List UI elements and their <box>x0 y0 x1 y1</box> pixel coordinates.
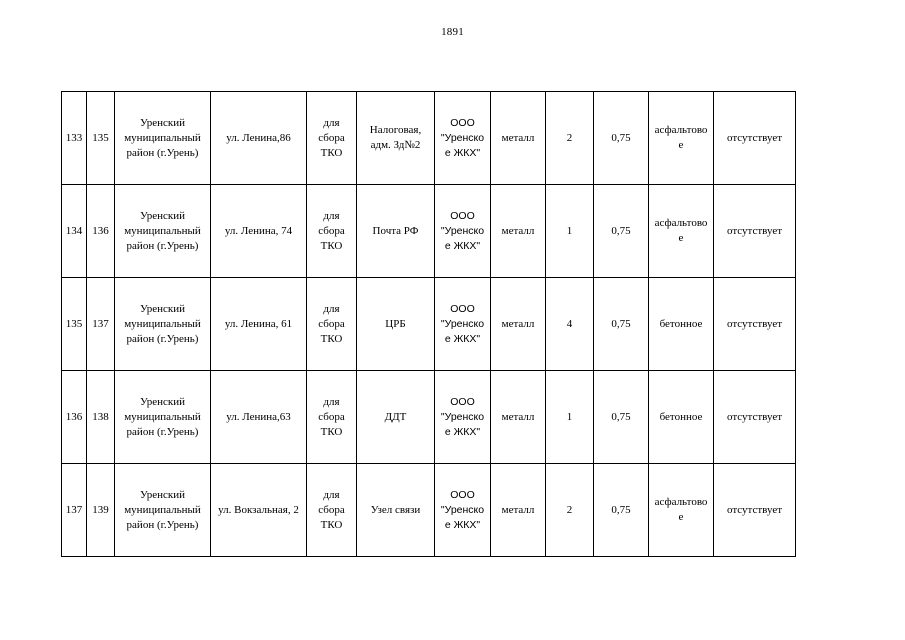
surface-cell-text: асфальтово e <box>654 496 708 523</box>
material-cell-text: металл <box>501 503 535 516</box>
waste-source-cell <box>357 371 435 464</box>
container-count-cell <box>546 464 594 557</box>
row-number-cell-text: 133 <box>65 131 83 144</box>
waste-source-cell-text: Налоговая, адм. Зд№2 <box>369 124 422 151</box>
district-cell <box>115 371 211 464</box>
purpose-cell-text: для сбора ТКО <box>318 116 345 159</box>
container-count-cell <box>546 278 594 371</box>
surface-cell <box>649 92 714 185</box>
owner-cell-text: ООО "Уренско e ЖКХ" <box>440 488 485 531</box>
container-volume-cell-text: 0,75 <box>611 410 631 423</box>
surface-cell <box>649 464 714 557</box>
container-count-cell <box>546 371 594 464</box>
address-cell <box>211 92 307 185</box>
material-cell-text: металл <box>501 317 535 330</box>
owner-cell <box>435 92 491 185</box>
purpose-cell-text: для сбора ТКО <box>318 488 345 531</box>
site-id-cell <box>87 185 115 278</box>
fence-cell-text: отсутствует <box>726 410 783 423</box>
row-number-cell <box>62 278 87 371</box>
container-count-cell-text: 2 <box>566 503 573 516</box>
address-cell-text: ул. Вокзальная, 2 <box>218 503 299 516</box>
purpose-cell <box>307 464 357 557</box>
fence-cell <box>714 464 796 557</box>
surface-cell <box>649 371 714 464</box>
waste-source-cell <box>357 92 435 185</box>
table-body <box>62 92 796 557</box>
waste-sites-table <box>61 91 796 557</box>
owner-cell <box>435 464 491 557</box>
table-row <box>62 371 796 464</box>
row-number-cell-text: 135 <box>65 317 83 330</box>
owner-cell <box>435 278 491 371</box>
address-cell-text: ул. Ленина, 74 <box>224 224 293 237</box>
waste-source-cell-text: Почта РФ <box>372 224 419 237</box>
owner-cell <box>435 371 491 464</box>
address-cell <box>211 371 307 464</box>
fence-cell <box>714 185 796 278</box>
row-number-cell-text: 137 <box>65 503 83 516</box>
site-id-cell <box>87 278 115 371</box>
address-cell-text: ул. Ленина,86 <box>226 131 291 144</box>
surface-cell-text: бетонное <box>659 317 703 330</box>
owner-cell-text: ООО "Уренско e ЖКХ" <box>440 302 485 345</box>
fence-cell-text: отсутствует <box>726 317 783 330</box>
owner-cell <box>435 185 491 278</box>
address-cell <box>211 464 307 557</box>
purpose-cell-text: для сбора ТКО <box>318 395 345 438</box>
container-volume-cell <box>594 371 649 464</box>
container-count-cell-text: 4 <box>566 317 573 330</box>
container-volume-cell <box>594 185 649 278</box>
address-cell-text: ул. Ленина, 61 <box>224 317 293 330</box>
table-row <box>62 278 796 371</box>
container-count-cell-text: 1 <box>566 410 573 423</box>
waste-source-cell <box>357 278 435 371</box>
surface-cell <box>649 185 714 278</box>
material-cell-text: металл <box>501 224 535 237</box>
waste-source-cell-text: ЦРБ <box>385 317 406 330</box>
fence-cell <box>714 371 796 464</box>
site-id-cell <box>87 92 115 185</box>
site-id-cell-text: 139 <box>92 503 109 516</box>
site-id-cell-text: 137 <box>92 317 109 330</box>
address-cell <box>211 278 307 371</box>
container-volume-cell-text: 0,75 <box>611 317 631 330</box>
district-cell <box>115 92 211 185</box>
fence-cell-text: отсутствует <box>726 503 783 516</box>
page-number: 1891 <box>441 26 464 38</box>
district-cell <box>115 185 211 278</box>
row-number-cell-text: 134 <box>65 224 83 237</box>
surface-cell <box>649 278 714 371</box>
row-number-cell <box>62 371 87 464</box>
waste-source-cell <box>357 464 435 557</box>
surface-cell-text: бетонное <box>659 410 703 423</box>
row-number-cell <box>62 92 87 185</box>
row-number-cell-text: 136 <box>65 410 83 423</box>
table-row <box>62 464 796 557</box>
district-cell-text: Уренский муниципальный район (г.Урень) <box>124 395 201 438</box>
container-volume-cell <box>594 278 649 371</box>
row-number-cell <box>62 464 87 557</box>
address-cell-text: ул. Ленина,63 <box>226 410 291 423</box>
waste-source-cell-text: ДДТ <box>384 410 407 423</box>
district-cell-text: Уренский муниципальный район (г.Урень) <box>124 488 201 531</box>
address-cell <box>211 185 307 278</box>
container-count-cell-text: 1 <box>566 224 573 237</box>
site-id-cell <box>87 464 115 557</box>
surface-cell-text: асфальтово e <box>654 124 708 151</box>
container-count-cell <box>546 185 594 278</box>
owner-cell-text: ООО "Уренско e ЖКХ" <box>440 209 485 252</box>
container-volume-cell-text: 0,75 <box>611 131 631 144</box>
container-volume-cell <box>594 92 649 185</box>
fence-cell <box>714 92 796 185</box>
table-row <box>62 92 796 185</box>
district-cell-text: Уренский муниципальный район (г.Урень) <box>124 209 201 252</box>
purpose-cell <box>307 278 357 371</box>
owner-cell-text: ООО "Уренско e ЖКХ" <box>440 116 485 159</box>
container-volume-cell <box>594 464 649 557</box>
surface-cell-text: асфальтово e <box>654 217 708 244</box>
material-cell <box>491 371 546 464</box>
waste-source-cell-text: Узел связи <box>370 503 421 516</box>
fence-cell-text: отсутствует <box>726 131 783 144</box>
purpose-cell <box>307 371 357 464</box>
container-count-cell-text: 2 <box>566 131 573 144</box>
district-cell <box>115 278 211 371</box>
material-cell-text: металл <box>501 410 535 423</box>
owner-cell-text: ООО "Уренско e ЖКХ" <box>440 395 485 438</box>
site-id-cell <box>87 371 115 464</box>
container-volume-cell-text: 0,75 <box>611 224 631 237</box>
site-id-cell-text: 135 <box>92 131 109 144</box>
container-count-cell <box>546 92 594 185</box>
material-cell <box>491 464 546 557</box>
material-cell <box>491 92 546 185</box>
site-id-cell-text: 138 <box>92 410 109 423</box>
fence-cell-text: отсутствует <box>726 224 783 237</box>
table-row <box>62 185 796 278</box>
purpose-cell-text: для сбора ТКО <box>318 209 345 252</box>
purpose-cell <box>307 185 357 278</box>
material-cell <box>491 278 546 371</box>
purpose-cell <box>307 92 357 185</box>
fence-cell <box>714 278 796 371</box>
row-number-cell <box>62 185 87 278</box>
waste-source-cell <box>357 185 435 278</box>
material-cell <box>491 185 546 278</box>
material-cell-text: металл <box>501 131 535 144</box>
site-id-cell-text: 136 <box>92 224 109 237</box>
district-cell-text: Уренский муниципальный район (г.Урень) <box>124 116 201 159</box>
district-cell <box>115 464 211 557</box>
container-volume-cell-text: 0,75 <box>611 503 631 516</box>
district-cell-text: Уренский муниципальный район (г.Урень) <box>124 302 201 345</box>
purpose-cell-text: для сбора ТКО <box>318 302 345 345</box>
